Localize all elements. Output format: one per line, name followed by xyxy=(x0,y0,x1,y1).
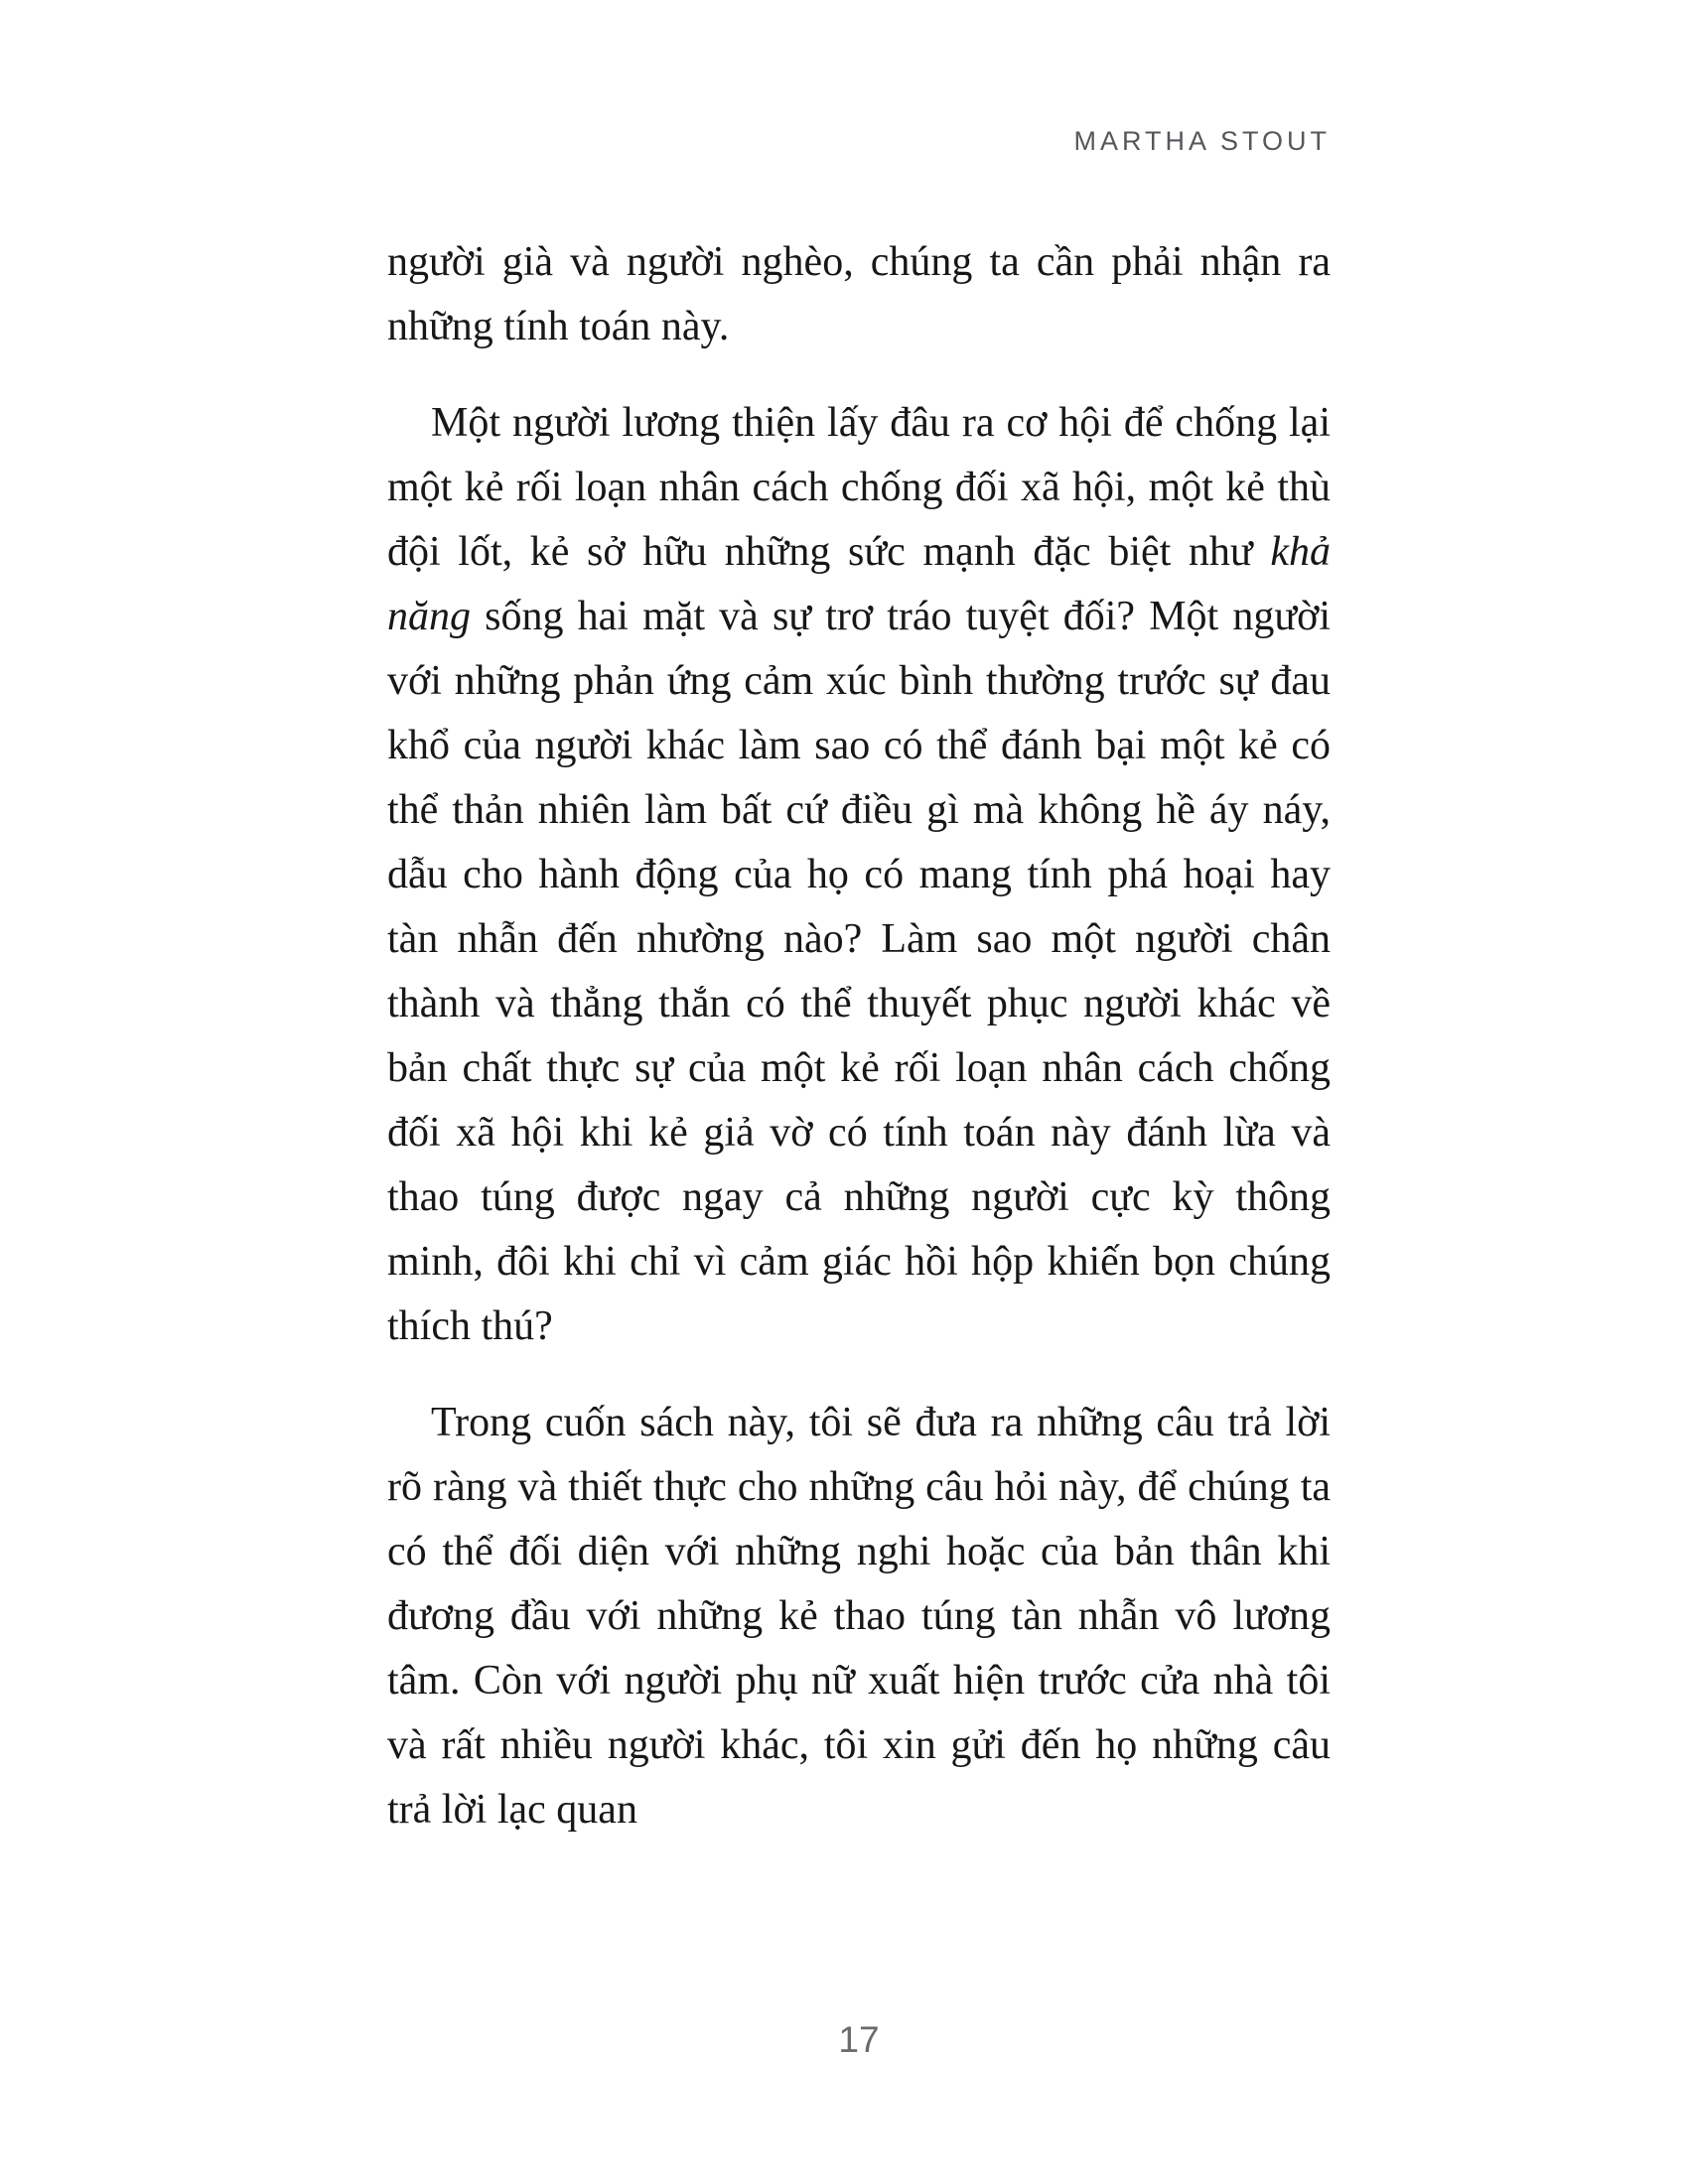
italic-phrase: khả năng xyxy=(387,529,1331,639)
paragraph xyxy=(387,1391,1331,1843)
paragraph-text: người già và người nghèo, chúng ta cần phải nhận ra những tính toán này. xyxy=(387,239,1331,349)
running-header-author: MARTHA STOUT xyxy=(1073,126,1331,156)
paragraph-text: Trong cuốn sách này, tôi sẽ đưa ra những câu trả lời rõ ràng và thiết thực cho những câu hỏi này, để chúng ta có thể đối diện với những nghi hoặc của bản thân khi đương đầu với những kẻ thao túng tàn nhẫn vô lương tâm. Còn với người phụ nữ xuất hiện trước cửa nhà tôi và rất nhiều người khác, tôi xin gửi đến họ những câu trả lời lạc quan xyxy=(387,1400,1331,1833)
paragraph xyxy=(387,391,1331,1359)
page-number: 17 xyxy=(838,2019,880,2060)
paragraph-text: Một người lương thiện lấy đâu ra cơ hội để chống lại một kẻ rối loạn nhân cách chống đối xã hội, một kẻ thù đội lốt, kẻ sở hữu những sức mạnh đặc biệt như xyxy=(387,400,1331,575)
page-body xyxy=(387,230,1331,1843)
paragraph-text: sống hai mặt và sự trơ tráo tuyệt đối? Một người với những phản ứng cảm xúc bình thường trước sự đau khổ của người khác làm sao có thể đánh bại một kẻ có thể thản nhiên làm bất cứ điều gì mà không hề áy náy, dẫu cho hành động của họ có mang tính phá hoại hay tàn nhẫn đến nhường nào? Làm sao một người chân thành và thẳng thắn có thể thuyết phục người khác về bản chất thực sự của một kẻ rối loạn nhân cách chống đối xã hội khi kẻ giả vờ có tính toán này đánh lừa và thao túng được ngay cả những người cực kỳ thông minh, đôi khi chỉ vì cảm giác hồi hộp khiến bọn chúng thích thú? xyxy=(387,594,1331,1349)
paragraph-continuation xyxy=(387,230,1331,359)
